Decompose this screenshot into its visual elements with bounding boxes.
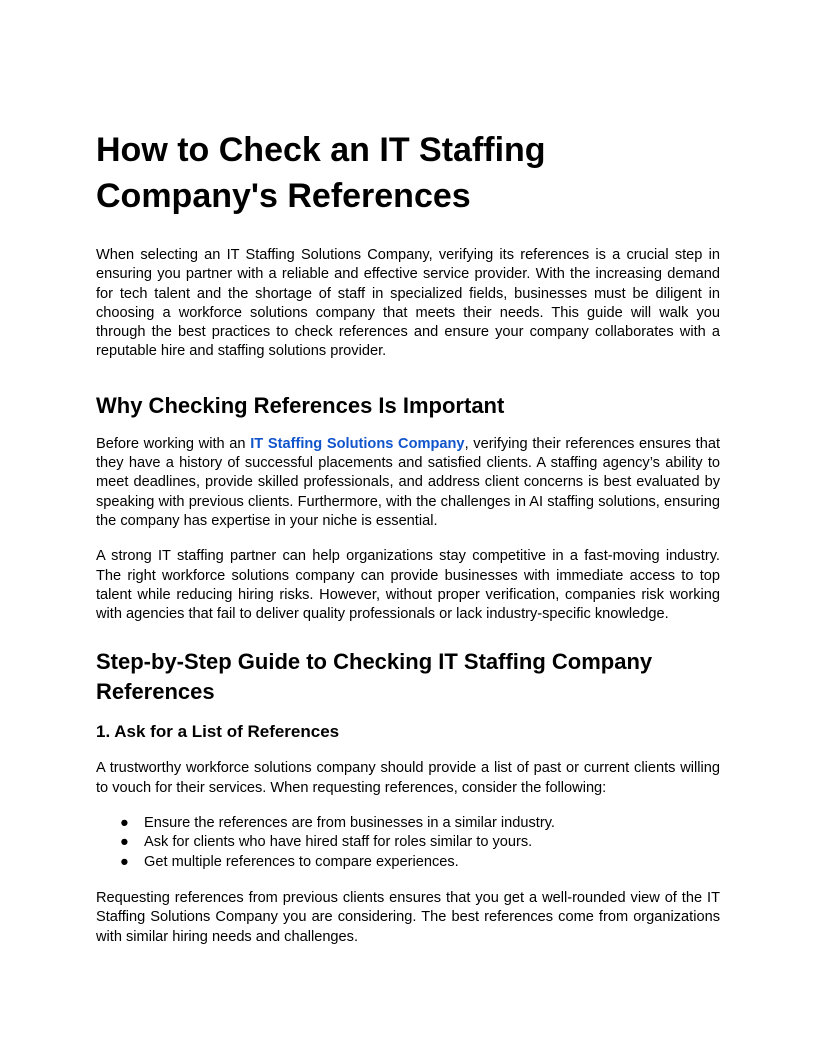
bullet-icon: ● bbox=[120, 834, 129, 851]
list-item bbox=[96, 833, 720, 852]
list-item-text: Ensure the references are from businesses in a similar industry. bbox=[144, 815, 555, 832]
why-paragraph-1 bbox=[96, 435, 720, 531]
step-1-paragraph-2: Requesting references from previous clients ensures that you get a well-rounded view of the IT Staffing Solutions Company you are considering. The best references come from organizations with similar hiring needs and challenges. bbox=[96, 889, 720, 945]
step-1-paragraph-1: A trustworthy workforce solutions company should provide a list of past or current clients willing to vouch for their services. When requesting references, consider the following: bbox=[96, 760, 720, 796]
it-staffing-solutions-link[interactable]: IT Staffing Solutions Company bbox=[250, 435, 465, 452]
section-heading-guide: Step-by-Step Guide to Checking IT Staffing Company References bbox=[96, 649, 653, 705]
list-item-text: Get multiple references to compare experiences. bbox=[144, 853, 459, 870]
intro-paragraph: When selecting an IT Staffing Solutions Company, verifying its references is a crucial step in ensuring you partner with a reliable and effective service provider. With the increasing demand for tech talent and the shortage of staff in specialized fields, businesses must be diligent in choosing a workforce solutions company that meets their needs. This guide will walk you through the best practices to check references and ensure your company collaborates with a reputable hire and staffing solutions provider. bbox=[96, 247, 720, 360]
list-item bbox=[96, 814, 720, 833]
why-paragraph-2: A strong IT staffing partner can help organizations stay competitive in a fast-moving industry. The right workforce solutions company can provide businesses with immediate access to top talent while reducing hiring risks. However, without proper verification, companies risk working with agencies that fail to deliver quality professionals or lack industry-specific knowledge. bbox=[96, 548, 720, 623]
bullet-icon: ● bbox=[120, 853, 129, 870]
why-paragraph-1-end: , verifying their references ensures that they have a history of successful placements and satisfied clients. A staffing agency’s ability to meet deadlines, provide skilled professionals, and address client concerns is best evaluated by speaking with previous clients. Furthermore, with the challenges in AI staffing solutions, ensuring the company has expertise in your niche is essential. bbox=[96, 435, 720, 529]
list-item-text: Ask for clients who have hired staff for roles similar to yours. bbox=[144, 834, 533, 851]
why-paragraph-1-start: Before working with an bbox=[96, 435, 251, 452]
section-heading-why: Why Checking References Is Important bbox=[96, 392, 505, 418]
reference-tips-list bbox=[96, 814, 720, 872]
bullet-icon: ● bbox=[120, 815, 129, 832]
page-title: How to Check an IT Staffing Company's References bbox=[96, 131, 546, 215]
list-item bbox=[96, 853, 720, 872]
step-1-heading: 1. Ask for a List of References bbox=[96, 722, 340, 742]
